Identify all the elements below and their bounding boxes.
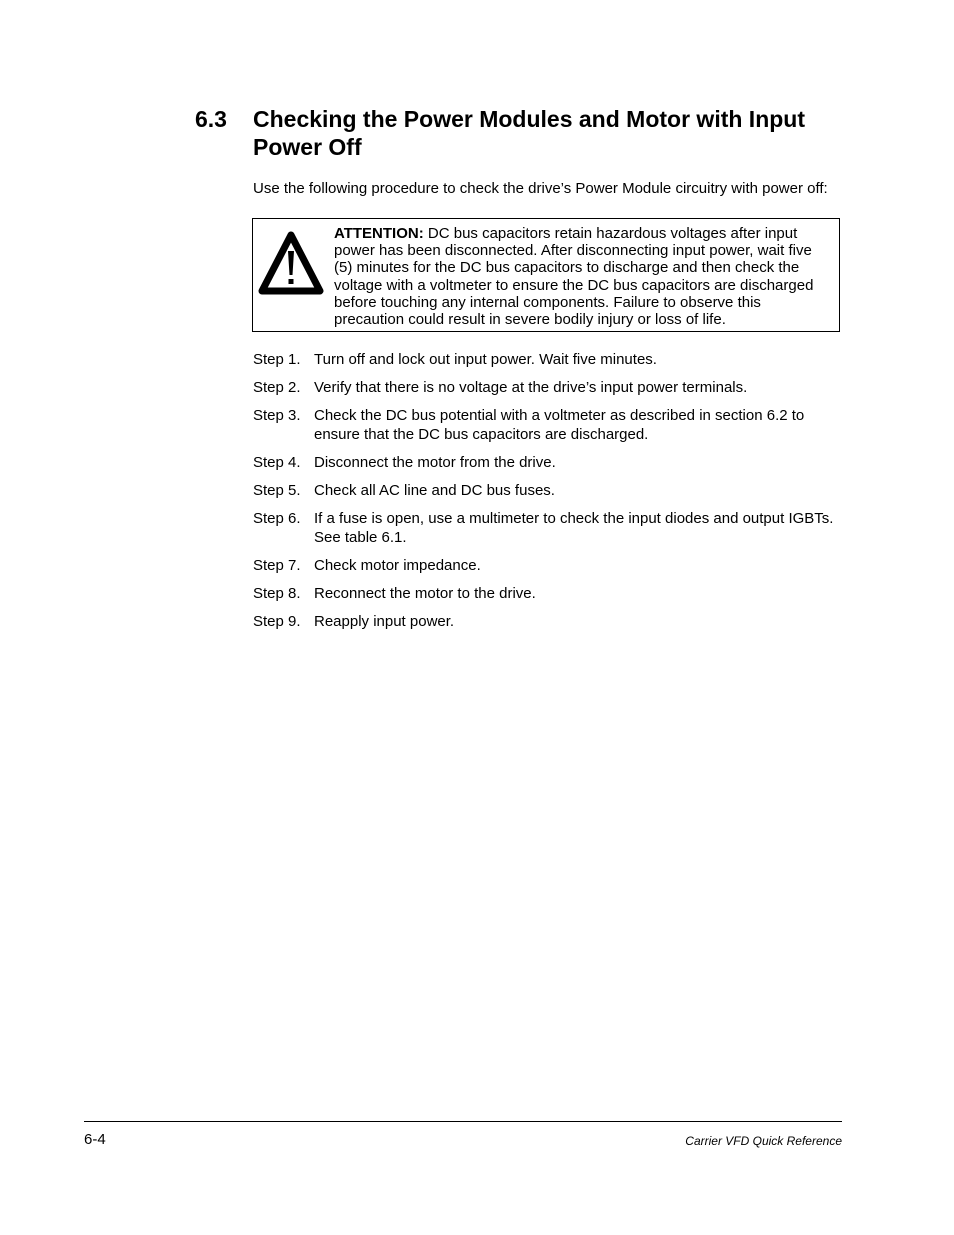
section-number: 6.3 (195, 106, 227, 132)
attention-label: ATTENTION: (334, 225, 424, 242)
step-item (253, 350, 843, 369)
step-item (253, 481, 843, 500)
step-item (253, 453, 843, 472)
step-label: Step 4. (253, 454, 301, 471)
procedure-steps (253, 350, 843, 640)
step-label: Step 6. (253, 510, 301, 527)
footer-divider (84, 1121, 842, 1122)
step-text: Check all AC line and DC bus fuses. (314, 482, 555, 499)
section-heading (195, 105, 845, 161)
step-text: Check the DC bus potential with a voltmeter as described in section 6.2 to ensure that the DC bus capacitors are discharged. (314, 407, 805, 443)
step-text: Check motor impedance. (314, 557, 481, 574)
step-text: Verify that there is no voltage at the drive’s input power terminals. (314, 379, 748, 396)
document-title: Carrier VFD Quick Reference (685, 1134, 842, 1148)
step-label: Step 7. (253, 557, 301, 574)
step-item (253, 584, 843, 603)
step-item (253, 406, 843, 444)
step-item (253, 612, 843, 631)
page-number: 6-4 (84, 1131, 106, 1148)
step-text: Reconnect the motor to the drive. (314, 585, 536, 602)
warning-triangle-icon (258, 227, 324, 297)
step-text: If a fuse is open, use a multimeter to check the input diodes and output IGBTs. See table 6.1. (314, 510, 834, 546)
step-item (253, 378, 843, 397)
attention-body: DC bus capacitors retain hazardous voltages after input power has been disconnected. After disconnecting input power, wait five (5) minutes for the DC bus capacitors to discharge and then check the voltage with a voltmeter to ensure the DC bus capacitors are discharged before touching any internal components. Failure to observe this precaution could result in severe bodily injury or loss of life. (334, 225, 814, 329)
step-text: Reapply input power. (314, 613, 455, 630)
step-item (253, 509, 843, 547)
step-label: Step 8. (253, 585, 301, 602)
step-label: Step 9. (253, 613, 301, 630)
step-label: Step 2. (253, 379, 301, 396)
attention-message (334, 225, 834, 328)
step-text: Disconnect the motor from the drive. (314, 454, 556, 471)
step-label: Step 3. (253, 407, 301, 424)
step-item (253, 556, 843, 575)
intro-paragraph: Use the following procedure to check the drive’s Power Module circuitry with power off: (253, 180, 828, 197)
step-text: Turn off and lock out input power. Wait five minutes. (314, 351, 657, 368)
attention-box (252, 218, 840, 332)
step-label: Step 5. (253, 482, 301, 499)
step-label: Step 1. (253, 351, 301, 368)
section-title: Checking the Power Modules and Motor with Input Power Off (253, 106, 805, 160)
